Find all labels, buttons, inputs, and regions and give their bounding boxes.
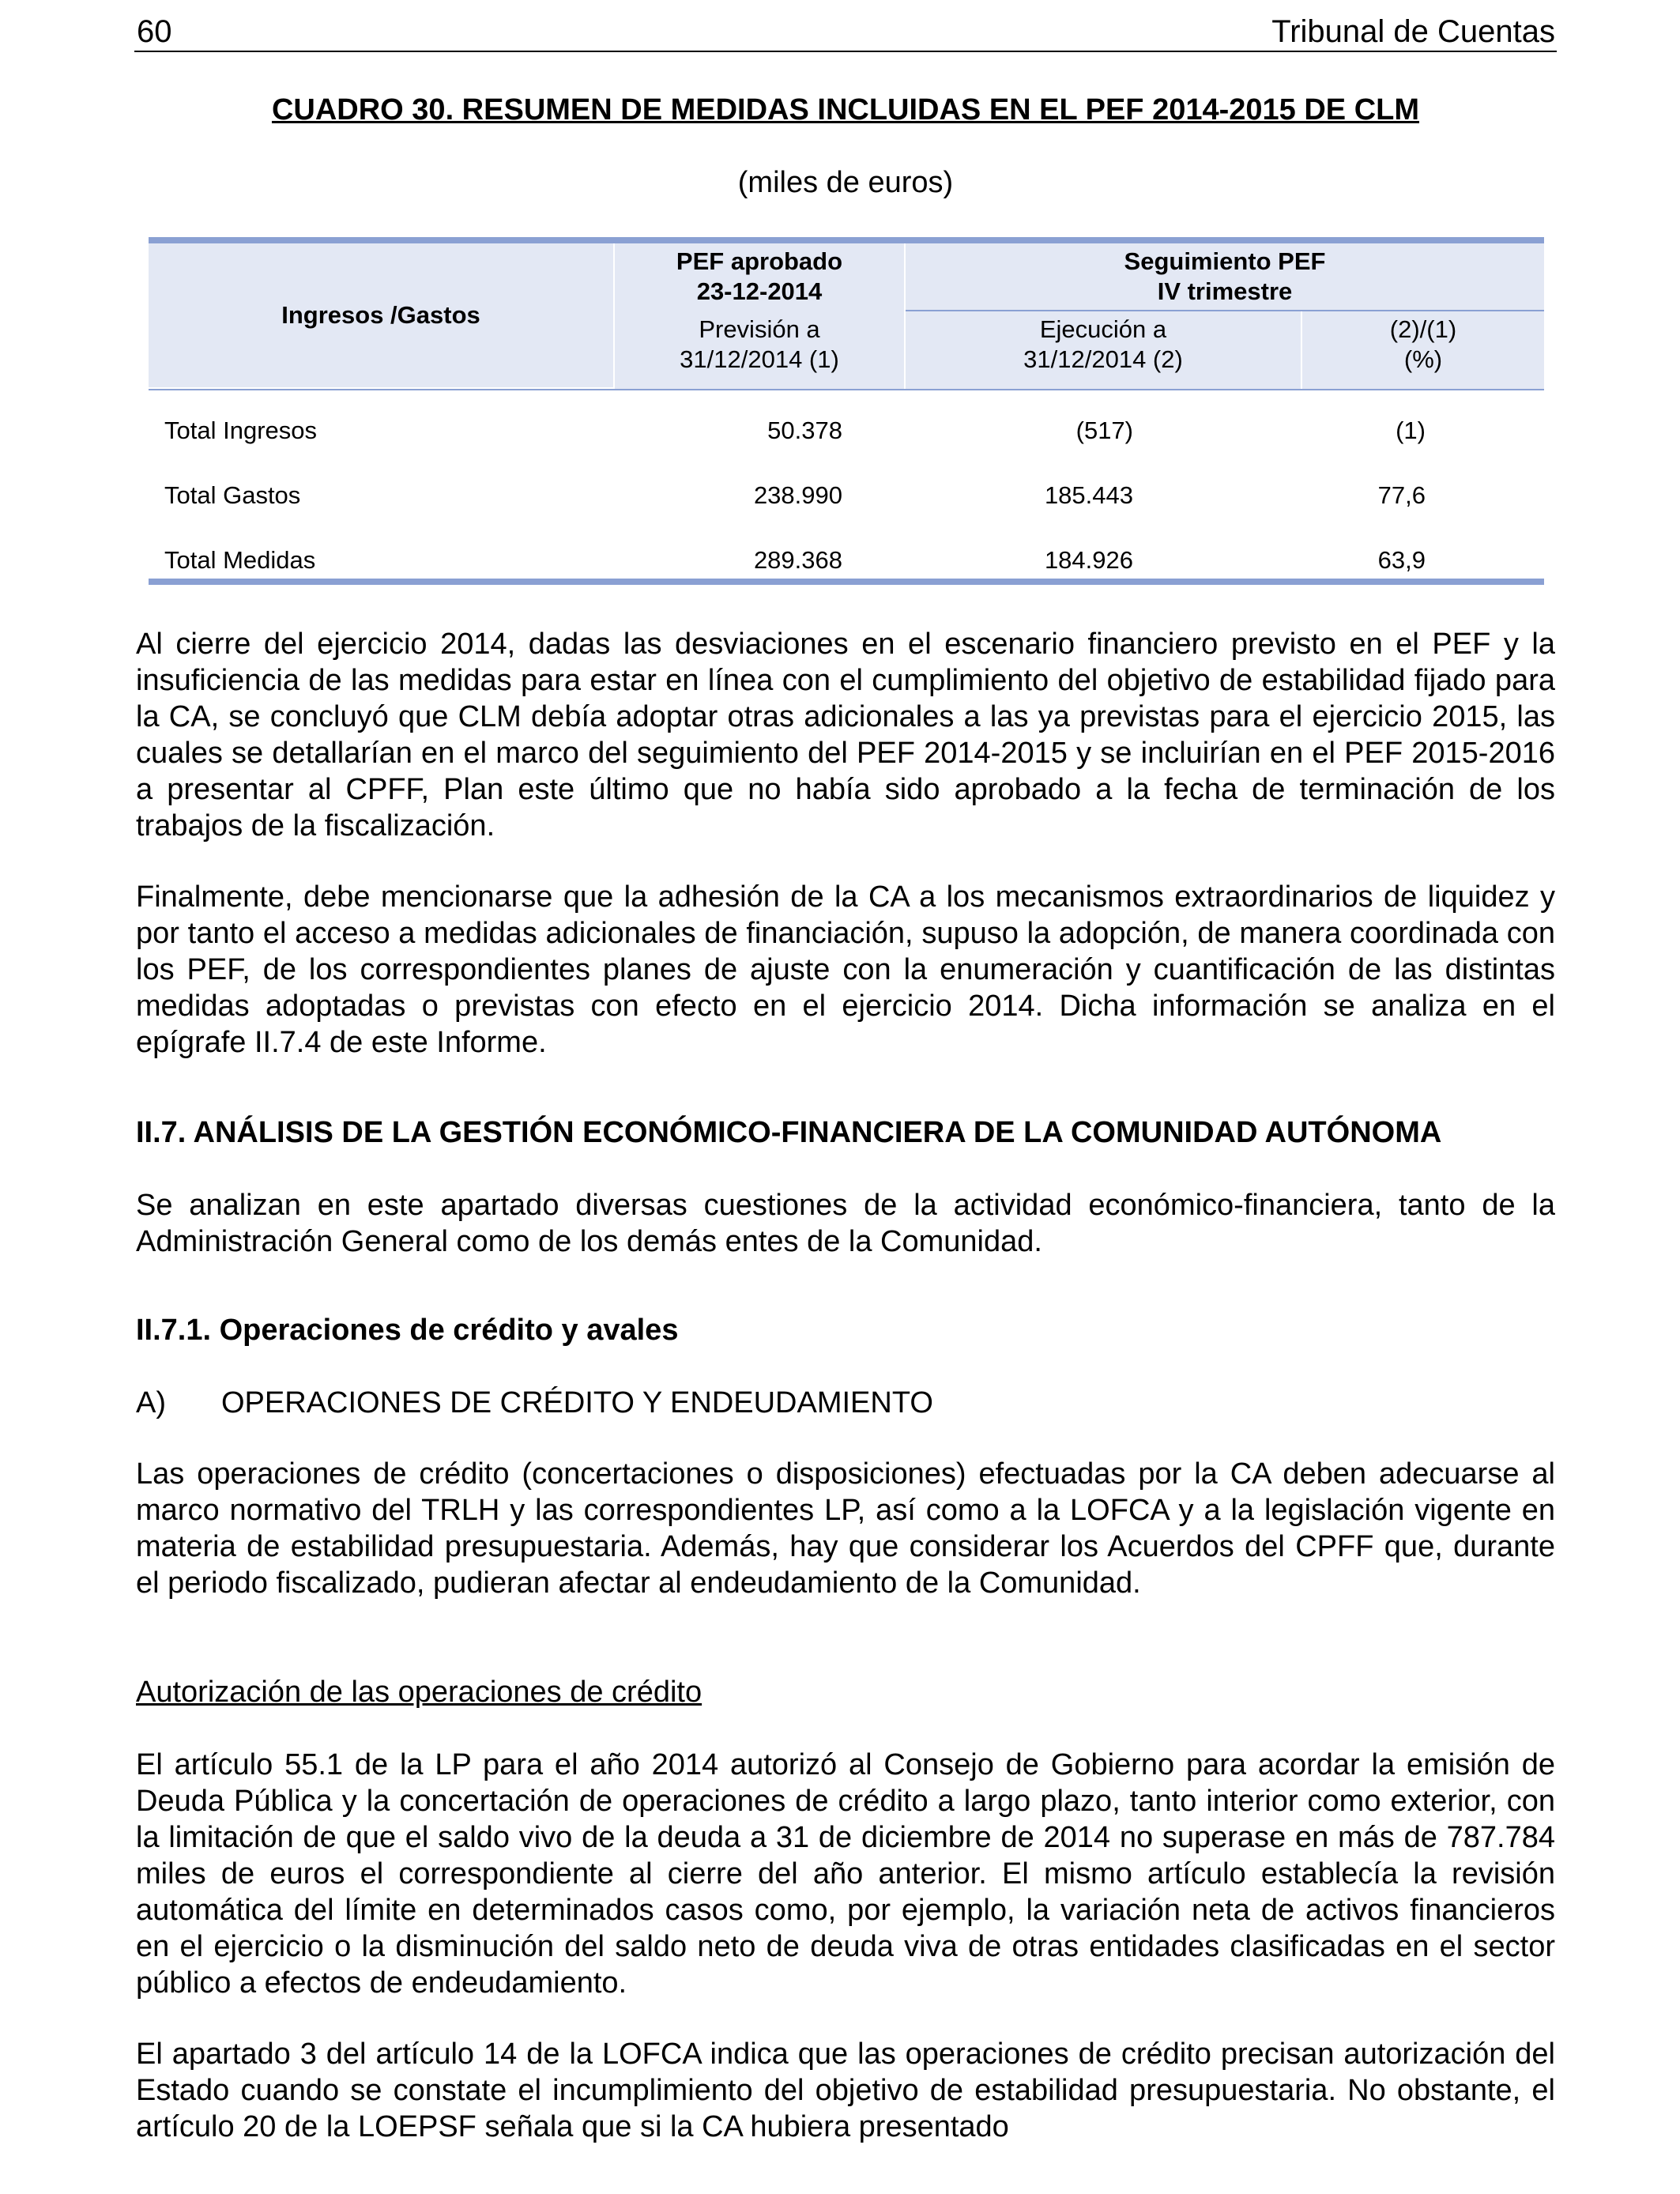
subsection-title-text: OPERACIONES DE CRÉDITO Y ENDEUDAMIENTO <box>221 1386 933 1419</box>
page-header <box>134 8 1557 52</box>
table-bottom-rule <box>149 579 1544 585</box>
group1-line1: PEF aprobado <box>676 247 843 275</box>
row-label-header <box>149 243 613 387</box>
paragraph-3: Se analizan en este apartado diversas cuestiones de la actividad económico-financiera, tanto de la Administración General como de los demás entes de la Comunidad. <box>136 1189 1555 1258</box>
section-heading: II.7. ANÁLISIS DE LA GESTIÓN ECONÓMICO-FINANCIERA DE LA COMUNIDAD AUTÓNOMA <box>136 1116 1442 1149</box>
paragraph-4: Las operaciones de crédito (concertaciones o disposiciones) efectuadas por la CA deben adecuarse al marco normativo del TRLH y las correspondientes LP, así como a la LOFCA y a la legislación vigente en materia de estabilidad presupuestaria. Además, hay que considerar los Acuerdos del CPFF que, durante el periodo fiscalizado, pudieran afectar al endeudamiento de la Comunidad. <box>136 1457 1555 1600</box>
cell-ejecucion: 184.926 <box>1044 546 1133 574</box>
col-header-ratio <box>1302 311 1544 390</box>
cell-prevision: 50.378 <box>767 417 842 444</box>
header-bottom-rule <box>149 389 1544 390</box>
cell-prevision: 238.990 <box>753 481 842 509</box>
group2-line2: IV trimestre <box>1157 277 1293 305</box>
paragraph-2: Finalmente, debe mencionarse que la adhesión de la CA a los mecanismos extraordinarios de liquidez y por tanto el acceso a medidas adicionales de financiación, supuso la adopción, de manera coordinada con los PEF, de los correspondientes planes de ajuste con la enumeración y cuantificación de las distintas medidas adoptadas o previstas con efecto en el ejercicio 2014. Dicha información se analiza en el epígrafe II.7.4 de este Informe. <box>136 880 1555 1059</box>
col-header-prevision <box>615 311 904 390</box>
table-row <box>149 463 1544 528</box>
cell-ejecucion: (517) <box>1075 417 1133 444</box>
table-title: CUADRO 30. RESUMEN DE MEDIDAS INCLUIDAS EN EL PEF 2014-2015 DE CLM <box>271 93 1420 126</box>
col1-line1: Previsión a <box>699 315 820 343</box>
page-number: 60 <box>137 14 172 49</box>
cell-ratio: (1) <box>1396 417 1426 444</box>
subsection-letter: A) <box>136 1386 166 1419</box>
table-top-rule <box>149 237 1544 243</box>
subsection-heading: II.7.1. Operaciones de crédito y avales <box>136 1314 679 1347</box>
organization-name: Tribunal de Cuentas <box>1271 14 1555 49</box>
col2-line2: 31/12/2014 (2) <box>1023 345 1183 373</box>
row-label: Total Ingresos <box>164 417 317 444</box>
table-units: (miles de euros) <box>737 166 954 199</box>
col-header-ejecucion <box>906 311 1301 390</box>
cell-ratio: 77,6 <box>1377 481 1426 509</box>
cell-ratio: 63,9 <box>1377 546 1426 574</box>
paragraph-5: El artículo 55.1 de la LP para el año 2014 autorizó al Consejo de Gobierno para acordar la emisión de Deuda Pública y la concertación de operaciones de crédito a largo plazo, tanto interior como exterior, con la limitación de que el saldo vivo de la deuda a 31 de diciembre de 2014 no superase en más de 787.784 miles de euros el correspondiente al cierre del año anterior. El mismo artículo establecía la revisión automática del límite en determinados casos como, por ejemplo, la variación neta de activos financieros en el ejercicio o la disminución del saldo neto de deuda viva de otras entidades clasificadas en el sector público a efectos de endeudamiento. <box>136 1748 1555 2000</box>
underlined-heading: Autorización de las operaciones de crédito <box>136 1676 703 1709</box>
col3-line2: (%) <box>1403 345 1443 373</box>
row-label: Total Gastos <box>164 481 301 509</box>
group2-line1: Seguimiento PEF <box>1124 247 1326 275</box>
table-row <box>149 398 1544 463</box>
col3-line1: (2)/(1) <box>1389 315 1457 343</box>
paragraph-6: El apartado 3 del artículo 14 de la LOFCA indica que las operaciones de crédito precisan autorización del Estado cuando se constate el incumplimiento del objetivo de estabilidad presupuestaria. No obstante, el artículo 20 de la LOEPSF señala que si la CA hubiera presentado <box>136 2038 1555 2143</box>
col1-line2: 31/12/2014 (1) <box>680 345 839 373</box>
cell-ejecucion: 185.443 <box>1044 481 1133 509</box>
row-label: Total Medidas <box>164 546 316 574</box>
row-label-header-text: Ingresos /Gastos <box>281 301 480 329</box>
col2-line1: Ejecución a <box>1039 315 1167 343</box>
group-header-pef-aprobado <box>615 243 904 311</box>
group1-line2: 23-12-2014 <box>696 277 823 305</box>
paragraph-1: Al cierre del ejercicio 2014, dadas las desviaciones en el escenario financiero previsto en el PEF y la insuficiencia de las medidas para estar en línea con el cumplimiento del objetivo de estabilidad fijado para la CA, se concluyó que CLM debía adoptar otras adicionales a las ya previstas para el ejercicio 2015, las cuales se detallarían en el marco del seguimiento del PEF 2014-2015 y se incluirían en el PEF 2015-2016 a presentar al CPFF, Plan este último que no había sido aprobado a la fecha de terminación de los trabajos de la fiscalización. <box>136 628 1555 843</box>
cell-prevision: 289.368 <box>753 546 842 574</box>
group-header-seguimiento <box>906 243 1544 311</box>
subsection-title <box>136 1386 933 1420</box>
